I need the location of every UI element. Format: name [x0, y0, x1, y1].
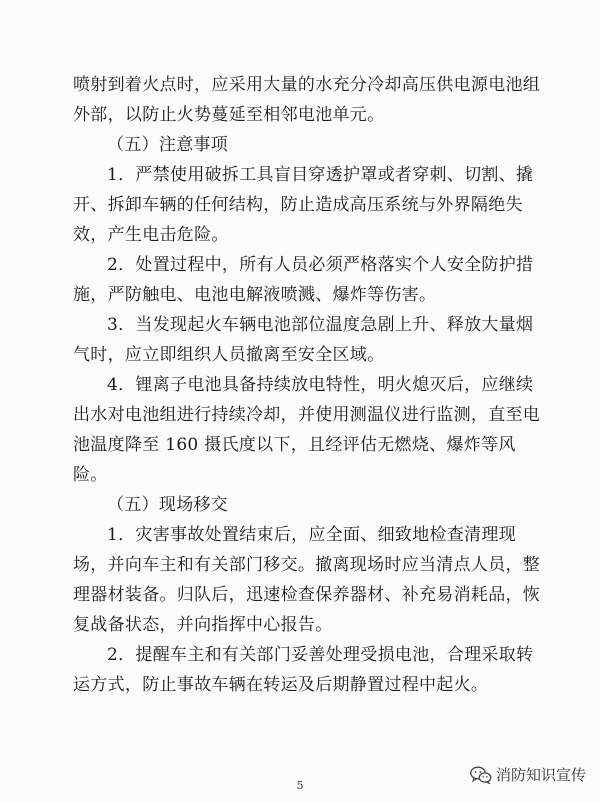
wechat-icon — [470, 766, 492, 784]
list-item: 3．当发现起火车辆电池部位温度急剧上升、释放大量烟气时，应立即组织人员撤离至安全区域。 — [73, 315, 534, 365]
page-number: 5 — [296, 779, 304, 792]
list-item: 2．处置过程中，所有人员必须严格落实个人安全防护措施，严防触电、电池电解液喷溅、爆炸等伤害。 — [73, 255, 534, 305]
list-item: 4．锂离子电池具备持续放电特性，明火熄灭后，应继续出水对电池组进行持续冷却，并使用测温仪进行监测，直至电池温度降至 160 摄氏度以下，且经评估无燃烧、爆炸等风险。 — [73, 375, 541, 485]
document-body — [73, 70, 543, 700]
list-item: 1．严禁使用破拆工具盲目穿透护罩或者穿刺、切割、撬开、拆卸车辆的任何结构，防止造成高压系统与外界隔绝失效，产生电击危险。 — [73, 165, 534, 245]
list-item: 1．灾害事故处置结束后，应全面、细致地检查清理现场，并向车主和有关部门移交。撤离现场时应当清点人员，整理器材装备。归队后，迅速检查保养器材、补充易消耗品，恢复战备状态，并向指挥中心报告。 — [73, 525, 541, 635]
watermark-text: 消防知识宣传 — [495, 766, 586, 784]
watermark — [470, 764, 586, 785]
section-heading-notes: （五）注意事项 — [107, 135, 229, 155]
paragraph-continuation: 喷射到着火点时，应采用大量的水充分冷却高压供电源电池组外部，以防止火势蔓延至相邻电池单元。 — [73, 75, 541, 125]
list-item: 2．提醒车主和有关部门妥善处理受损电池，合理采取转运方式，防止事故车辆在转运及后期静置过程中起火。 — [73, 645, 534, 695]
section-heading-handover: （五）现场移交 — [107, 495, 229, 515]
